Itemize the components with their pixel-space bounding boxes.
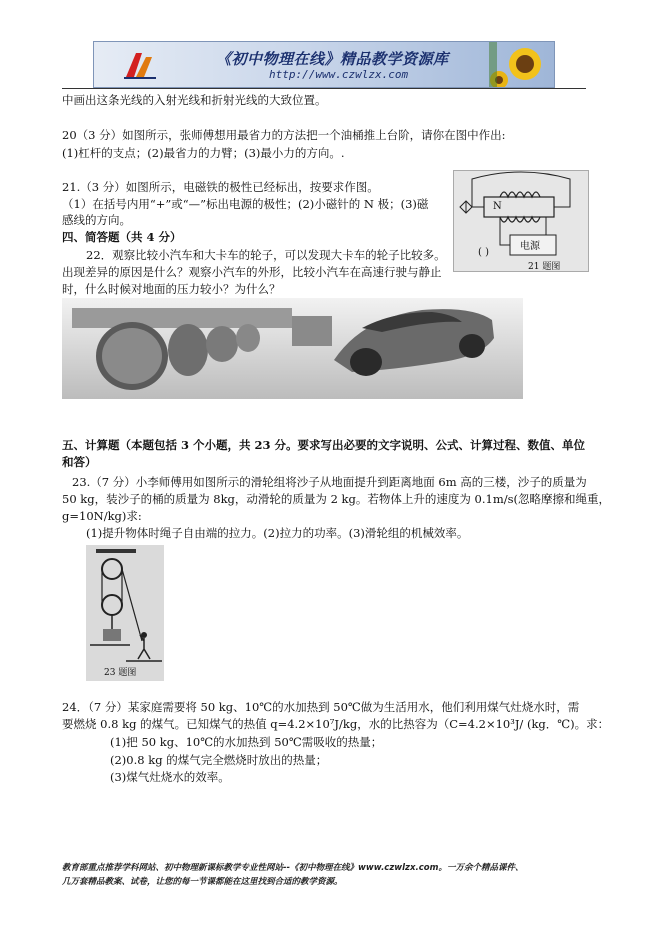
question-24-line: 要燃烧 0.8 kg 的煤气。已知煤气的热值 q=4.2×10⁷J/kg，水的比热容为（C=4.2×10³J/ (kg．℃)。求： [62,717,610,731]
header-banner [93,41,555,88]
pulley-diagram [86,545,164,681]
question-24-part: (1)把 50 kg、10℃的水加热到 50℃需吸收的热量； [110,735,383,749]
question-21-part: 感线的方向。 [62,213,131,227]
question-23: 23.（7 分）小李师傅用如图所示的滑轮组将沙子从地面提升到距离地面 6m 高的三楼，沙子的质量为 [72,475,587,489]
question-23-parts: (1)提升物体时绳子自由端的拉力。(2)拉力的功率。(3)滑轮组的机械效率。 [86,526,469,540]
figure-23-caption: 23 题图 [104,668,137,678]
footer-line: 教育部重点推荐学科网站、初中物理新课标教学专业性网站--《初中物理在线》www.czwlzx.com。一万余个精品课件、 [62,863,524,873]
question-24: 24．（7 分）某家庭需要将 50 kg、10℃的水加热到 50℃做为生活用水，他们利用煤气灶烧水时，需 [62,700,580,714]
banner-url: http://www.czwlzx.com [269,68,409,81]
sunflower-icon [489,42,551,87]
banner-title: 《初中物理在线》精品教学资源库 [216,50,449,68]
text-line: 中画出这条光线的入射光线和折射光线的大致位置。 [62,93,327,107]
question-24-part: (2)0.8 kg 的煤气完全燃烧时放出的热量； [110,753,328,767]
question-24-part: (3)煤气灶烧水的效率。 [110,770,230,784]
question-20: 20（3 分）如图所示，张师傅想用最省力的方法把一个油桶推上台阶，请你在图中作出: [62,128,506,142]
power-source-label: 电源 [520,241,540,252]
figure-21 [453,170,589,272]
footer-line: 几万套精品教案、试卷，让您的每一节课都能在这里找到合适的教学资源。 [62,877,343,887]
photo-truck-and-car [62,298,523,399]
figure-23 [86,545,164,681]
section-heading: 四、简答题（共 4 分） [62,230,182,244]
truck-car-photo [62,298,523,399]
site-logo-icon [122,47,158,81]
question-23-line: g=10N/kg)求: [62,509,142,523]
section-heading-cont: 和答） [62,455,97,469]
figure-21-caption: 21 题图 [528,262,561,272]
question-22-line: 时，什么时候对地面的压力较小？为什么？ [62,282,281,296]
question-23-line: 50 kg，装沙子的桶的质量为 8kg，动滑轮的质量为 2 kg。若物体上升的速度为 0.1m/s(忽略摩擦和绳重， [62,492,610,506]
polarity-paren: ( ) [478,247,489,258]
question-21: 21.（3 分）如图所示，电磁铁的极性已经标出，按要求作图。 [62,180,379,194]
question-22-line: 出现差异的原因是什么？观察小汽车的外形，比较小汽车在高速行驶与静止 [62,265,442,279]
question-22: 22．观察比较小汽车和大卡车的轮子，可以发现大卡车的轮子比较多。 [86,248,446,262]
question-20-parts: (1)杠杆的支点；(2)最省力的力臂；(3)最小力的方向。. [62,146,345,160]
section-heading: 五、计算题（本题包括 3 个小题，共 23 分。要求写出必要的文字说明、公式、计算过程、数值、单位 [62,438,586,452]
electromagnet-diagram [454,171,588,271]
question-21-part: （1）在括号内用“+”或“—”标出电源的极性；(2)小磁针的 N 极；(3)磁 [62,197,429,211]
north-pole-label: N [493,201,502,212]
header-rule [62,88,586,89]
